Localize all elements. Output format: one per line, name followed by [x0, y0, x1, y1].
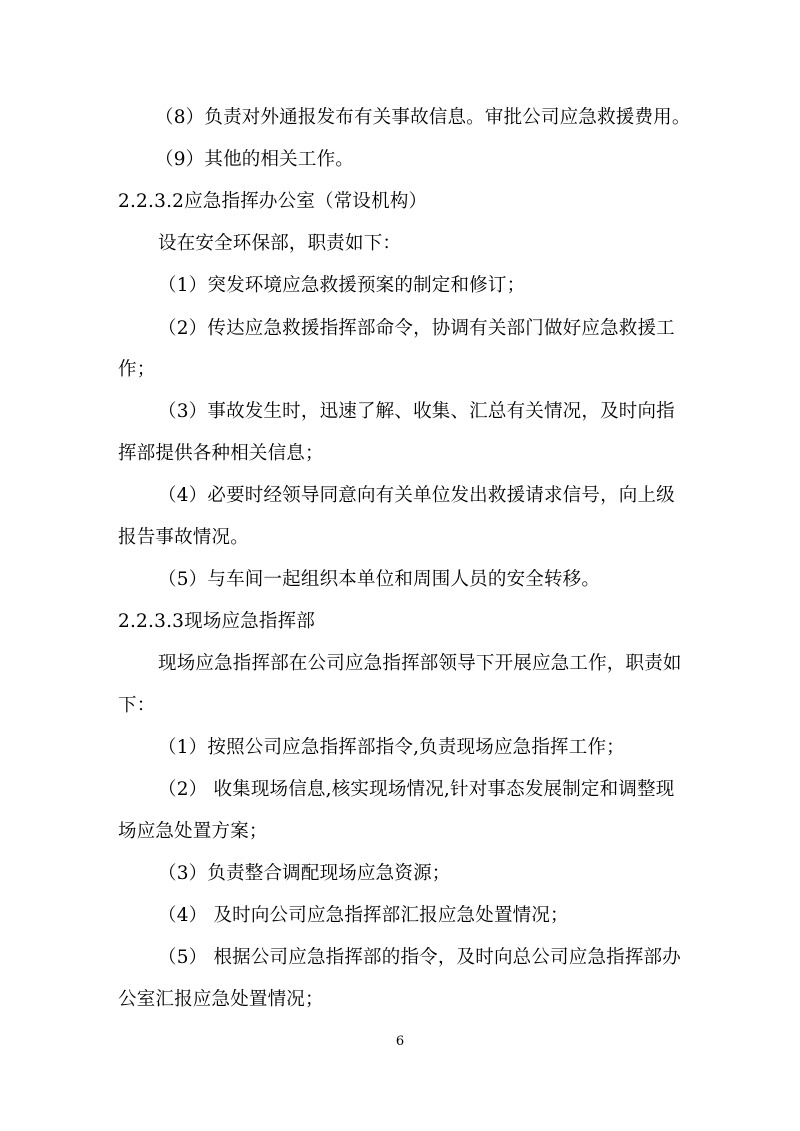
list-item: （5） 根据公司应急指挥部的指令，及时向总公司应急指挥部办: [158, 947, 681, 968]
section-heading: 2.2.3.3现场应急指挥部: [118, 611, 316, 632]
list-item: （4）必要时经领导同意向有关单位发出救援请求信号，向上级: [158, 485, 675, 506]
list-item: （3）负责整合调配现场应急资源；: [158, 863, 451, 884]
list-item: （5）与车间一起组织本单位和周围人员的安全转移。: [158, 569, 601, 590]
paragraph-line: 现场应急指挥部在公司应急指挥部领导下开展应急工作，职责如: [158, 653, 682, 674]
page-number: 6: [395, 1034, 405, 1049]
list-item: （1）按照公司应急指挥部指令,负责现场应急指挥工作；: [158, 737, 625, 758]
list-item: （2） 收集现场信息,核实现场情况,针对事态发展制定和调整现: [158, 779, 675, 800]
list-item: （1）突发环境应急救援预案的制定和修订；: [158, 275, 526, 296]
paragraph-continuation: 下：: [118, 695, 156, 716]
list-item-continuation: 公室汇报应急处置情况；: [118, 989, 324, 1010]
list-item-continuation: 作；: [118, 359, 156, 380]
paragraph-line: 设在安全环保部，职责如下：: [158, 233, 402, 254]
list-item: （4） 及时向公司应急指挥部汇报应急处置情况；: [158, 905, 569, 926]
list-item: （3）事故发生时，迅速了解、收集、汇总有关情况，及时向指: [158, 401, 675, 422]
section-heading: 2.2.3.2应急指挥办公室（常设机构）: [118, 191, 428, 212]
paragraph-line: （8）负责对外通报发布有关事故信息。审批公司应急救援费用。: [155, 107, 691, 128]
list-item-continuation: 报告事故情况。: [118, 527, 249, 548]
list-item-continuation: 挥部提供各种相关信息；: [118, 443, 324, 464]
list-item: （2）传达应急救援指挥部命令，协调有关部门做好应急救援工: [158, 318, 675, 339]
paragraph-line: （9）其他的相关工作。: [155, 149, 354, 170]
list-item-continuation: 场应急处置方案；: [118, 821, 268, 842]
